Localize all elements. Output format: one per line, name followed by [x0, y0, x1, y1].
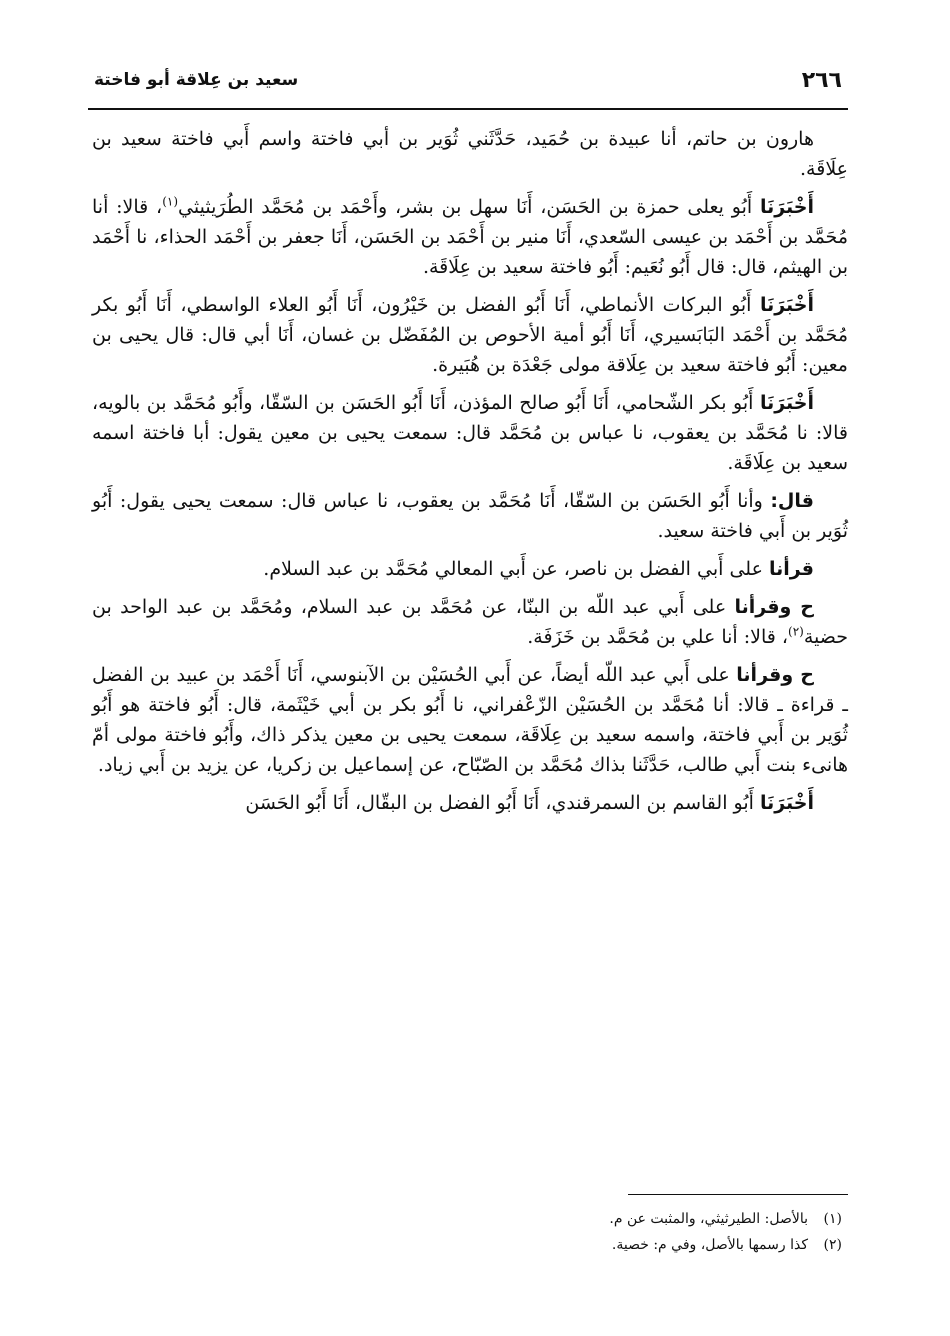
paragraph-text: على أَبي عبد اللّه أيضاً، عن أَبي الحُسَيْن بن الآبنوسي، أَنَا أَحْمَد بن عبيد بن الفضل ـ قراءة ـ قالا: أنا مُحَمَّد بن الحُسَيْن الزّعْفراني، نا أَبُو بكر بن أبي خَيْثَمة، قال: أَبُو فاختة هو أَبُو ثُوَير بن أَبي فاختة، واسمه سعيد بن عِلَاقَة، سمعت يحيى بن معين يذكر ذاك، وأَبُو فاختة مولى أمّ هانىء بنت أَبي طالب، حَدَّثَنا بذاك مُحَمَّد بن الصّبّاح، عن إسماعيل بن زكريا، عن يزيد بن أَبي زياد. [92, 664, 848, 776]
footnote [92, 1232, 848, 1258]
page-header [88, 66, 848, 106]
paragraph [92, 388, 848, 478]
page-number: ٢٦٦ [801, 68, 842, 93]
running-title: سعيد بن عِلاقة أبو فاختة [94, 70, 299, 90]
paragraph [92, 124, 848, 184]
footnote-number: (١) [823, 1211, 842, 1227]
paragraph-lead: ح وقرأنا [736, 664, 814, 686]
footnote-number: (٢) [823, 1237, 842, 1253]
footnote-reference: (١) [162, 194, 179, 209]
footnote-text: كذا رسمها بالأصل، وفي م: خصية. [611, 1237, 808, 1253]
paragraph-text: أَبُو يعلى حمزة بن الحَسَن، أَنَا سهل بن بشر، وأَحْمَد بن مُحَمَّد الطُرَيثيثي [178, 196, 760, 218]
paragraph-text-continued: ، قالا: أنا مُحَمَّد بن أَحْمَد بن عيسى السّعدي، أَنَا منير بن أَحْمَد بن الحَسَن، أَنَا جعفر بن أَحْمَد الحذاء، نا أَحْمَد بن الهيثم، قال: قال أَبُو نُعَيم: أَبُو فاختة سعيد بن عِلَاقَة. [92, 196, 848, 278]
footnote-reference: (٢) [788, 624, 804, 639]
paragraph-text: أَبُو بكر الشّحامي، أَنَا أَبُو صالح المؤذن، أَنَا أَبُو الحَسَن بن السّقّا، وأَبُو مُحَمَّد بن بالويه، قالا: نا مُحَمَّد بن يعقوب، نا عباس بن مُحَمَّد قال: سمعت يحيى بن معين يقول: أبا فاختة اسمه سعيد بن عِلَاقَة. [92, 392, 848, 474]
paragraph [92, 192, 848, 282]
paragraph-lead: أَخْبَرَنَا [759, 792, 814, 814]
paragraph-lead: قال: [770, 490, 814, 512]
header-rule [88, 108, 848, 110]
paragraph-lead: أَخْبَرَنَا [759, 294, 814, 316]
paragraph-text: وأنا أَبُو الحَسَن بن السّقّا، أَنَا مُحَمَّد بن يعقوب، نا عباس قال: سمعت يحيى يقول: أَبُو ثُوَير بن أَبي فاختة سعيد. [92, 490, 848, 542]
paragraph-text: أَبُو البركات الأنماطي، أَنَا أَبُو الفضل بن خَيْرُون، أَنَا أَبُو العلاء الواسطي، أَنَا أَبُو بكر مُحَمَّد بن أَحْمَد البَابَسيري، أَنَا أَبُو أمية الأحوص بن المُفَضّل بن غسان، أَنَا أبي قال: قال يحيى بن معين: أَبُو فاختة سعيد بن عِلَاقة مولى جَعْدَة بن هُبَيرة. [92, 294, 848, 376]
footnote-text: بالأصل: الطيرثيثي، والمثبت عن م. [609, 1211, 808, 1227]
main-text [92, 124, 848, 826]
paragraph-text: على أَبي الفضل بن ناصر، عن أَبي المعالي مُحَمَّد بن عبد السلام. [263, 558, 769, 580]
paragraph-text: هارون بن حاتم، أنا عبيدة بن حُمَيد، حَدَّثَني ثُوَير بن أبي فاختة واسم أَبي فاختة سعيد بن عِلَاقَة. [92, 128, 848, 180]
paragraph-lead: ح وقرأنا [734, 596, 814, 618]
paragraph-text: على أَبي عبد اللّه بن البنّا، عن مُحَمَّد بن عبد السلام، ومُحَمَّد بن عبد الواحد بن حضية [92, 596, 848, 648]
paragraph-lead: أَخْبَرَنَا [759, 196, 814, 218]
paragraph-text: أَبُو القاسم بن السمرقندي، أَنَا أَبُو الفضل بن البقّال، أَنَا أَبُو الحَسَن [245, 792, 760, 814]
footnote [92, 1206, 848, 1232]
paragraph-lead: قرأنا [768, 558, 814, 580]
paragraph [92, 592, 848, 652]
footnote-rule [628, 1194, 848, 1195]
paragraph [92, 486, 848, 546]
paragraph [92, 554, 848, 584]
paragraph [92, 660, 848, 780]
paragraph [92, 290, 848, 380]
paragraph-text-continued: ، قالا: أنا علي بن مُحَمَّد بن خَزَفَة. [527, 626, 789, 648]
paragraph-lead: أَخْبَرَنَا [759, 392, 814, 414]
paragraph [92, 788, 848, 818]
footnotes [92, 1206, 848, 1258]
